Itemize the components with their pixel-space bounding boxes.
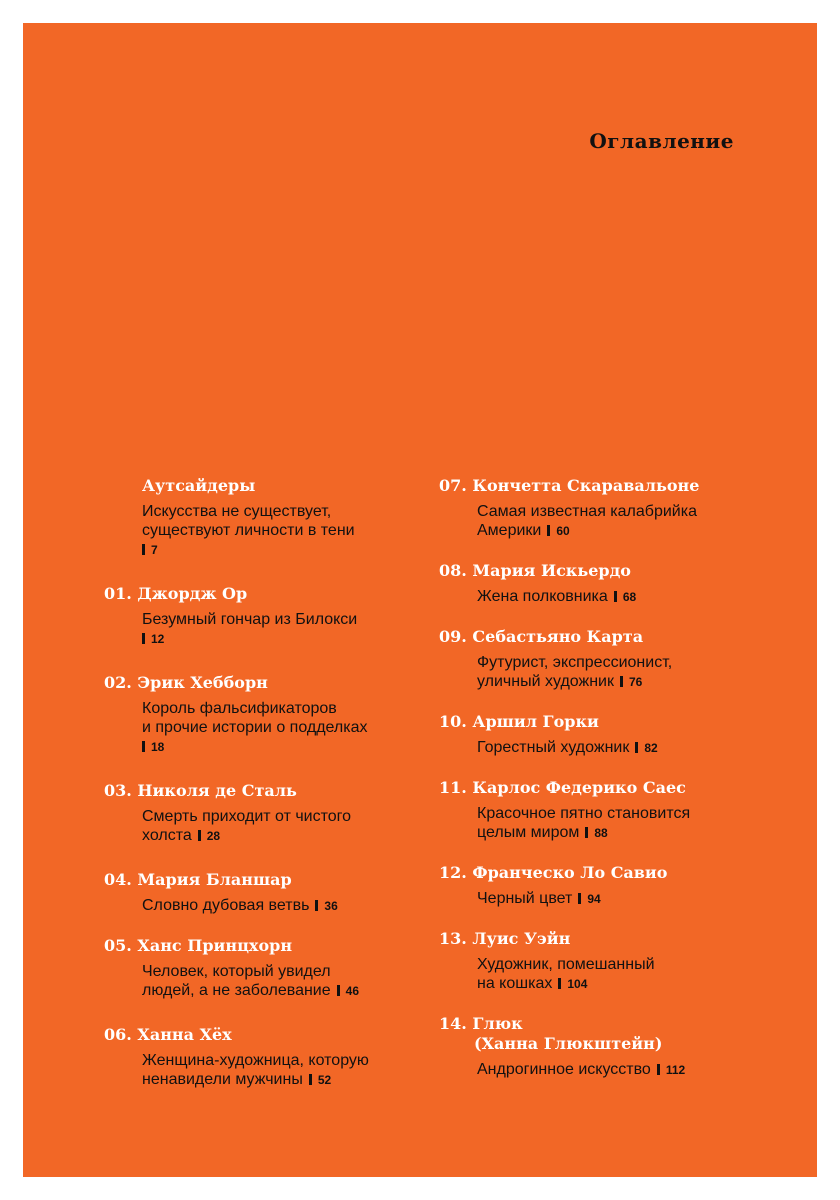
- page-marker-bar-icon: [309, 1074, 312, 1085]
- toc-entry-heading-line: [439, 929, 769, 949]
- toc-entry-name: Ханна Хёх: [137, 1025, 232, 1044]
- toc-page-reference: [608, 588, 636, 605]
- toc-entry-subtitle-line: [142, 718, 434, 737]
- toc-entry-name: Джордж Ор: [137, 584, 248, 603]
- toc-entry-heading-line: [104, 673, 434, 693]
- toc-entry-name: Эрик Хебборн: [137, 673, 268, 692]
- toc-entry-number: 03.: [104, 781, 132, 800]
- toc-entry-subtitle-line: [477, 823, 769, 843]
- toc-entry-name: Николя де Сталь: [137, 781, 297, 800]
- toc-page-number: 94: [587, 892, 601, 906]
- toc-entry-heading: [439, 712, 769, 732]
- toc-page-reference: [579, 824, 607, 841]
- toc-entry-heading-line: [439, 1014, 769, 1034]
- toc-entry[interactable]: [439, 476, 769, 541]
- toc-entry-heading: [104, 584, 434, 604]
- toc-entry-subtitle-line: [142, 981, 434, 1001]
- toc-entry-subtitle-text: Словно дубовая ветвь: [142, 897, 310, 914]
- toc-entry-name: Мария Бланшар: [137, 870, 292, 889]
- toc-page-number: 46: [345, 984, 359, 998]
- toc-entry-heading: [104, 781, 434, 801]
- toc-entry[interactable]: [439, 1014, 769, 1080]
- toc-entry[interactable]: [104, 936, 434, 1001]
- toc-entry-subtitle-text: целым миром: [477, 824, 580, 841]
- toc-page-reference: [142, 630, 164, 647]
- toc-entry-subtitle: [439, 653, 769, 692]
- toc-entry-subtitle-text: Самая известная калабрийка: [477, 503, 697, 520]
- toc-entry-subtitle: [439, 587, 769, 607]
- toc-entry-subtitle-text: Человек, который увидел: [142, 963, 331, 980]
- toc-entry-subtitle-line: [142, 610, 434, 629]
- page-marker-bar-icon: [337, 985, 340, 996]
- toc-entry-number: 10.: [439, 712, 467, 731]
- toc-entry[interactable]: [104, 673, 434, 757]
- toc-entry-subtitle-text: Безумный гончар из Билокси: [142, 611, 358, 628]
- page-marker-bar-icon: [142, 544, 145, 555]
- toc-page-reference: [303, 1071, 331, 1088]
- toc-entry-subtitle-line: [477, 738, 769, 758]
- toc-entry-subtitle-line: [477, 502, 769, 521]
- toc-entry-heading: [104, 1025, 434, 1045]
- toc-entry-page-line: [142, 629, 434, 649]
- toc-entry-subtitle: [439, 738, 769, 758]
- toc-page-reference: [629, 739, 657, 756]
- toc-entry-name: Кончетта Скаравальоне: [472, 476, 700, 495]
- toc-entry-subtitle-text: Жена полковника: [477, 588, 608, 605]
- toc-entry-subtitle: [104, 896, 434, 916]
- toc-entry-heading: [104, 936, 434, 956]
- toc-entry[interactable]: [104, 476, 434, 560]
- toc-entry-heading: [439, 1014, 769, 1054]
- toc-entry-number: 11.: [439, 778, 467, 797]
- page-marker-bar-icon: [547, 525, 550, 536]
- toc-entry[interactable]: [104, 781, 434, 846]
- toc-page-reference: [192, 827, 220, 844]
- toc-entry-number: 14.: [439, 1014, 467, 1033]
- page-marker-bar-icon: [585, 827, 588, 838]
- toc-page-number: 88: [594, 826, 608, 840]
- toc-entry-number: 09.: [439, 627, 467, 646]
- toc-entry-heading: [104, 673, 434, 693]
- toc-page-number: 7: [151, 543, 158, 557]
- toc-entry-subtitle-text: Андрогинное искусство: [477, 1061, 651, 1078]
- toc-entry-subtitle: [104, 699, 434, 757]
- toc-entry-subtitle-line: [477, 955, 769, 974]
- toc-entry-subtitle: [104, 1051, 434, 1090]
- toc-entry-subtitle-line: [142, 807, 434, 826]
- page-marker-bar-icon: [635, 742, 638, 753]
- toc-entry-number: 05.: [104, 936, 132, 955]
- toc-entry-heading-line: [439, 627, 769, 647]
- toc-entry-heading-line: [439, 1034, 769, 1054]
- toc-entry-heading-line: [104, 781, 434, 801]
- toc-entry-heading: [439, 863, 769, 883]
- page-marker-bar-icon: [315, 900, 318, 911]
- toc-entry-subtitle-text: Смерть приходит от чистого: [142, 808, 352, 825]
- toc-entry-heading-line: [104, 936, 434, 956]
- toc-page: [23, 23, 817, 1177]
- toc-entry-heading-line: [104, 1025, 434, 1045]
- toc-entry-subtitle-line: [142, 521, 434, 540]
- toc-entry-subtitle-line: [142, 699, 434, 718]
- toc-page-number: 82: [644, 741, 658, 755]
- toc-entry-subtitle-text: Художник, помешанный: [477, 956, 655, 973]
- toc-entry-heading-line: [104, 870, 434, 890]
- toc-entry-subtitle-text: существуют личности в тени: [142, 522, 355, 539]
- toc-left-column: [104, 476, 434, 1090]
- toc-entry-subtitle: [439, 502, 769, 541]
- toc-page-number: 60: [556, 524, 570, 538]
- toc-entry-heading-line: [439, 778, 769, 798]
- toc-entry-subtitle: [104, 962, 434, 1001]
- toc-page-reference: [331, 982, 359, 999]
- page-marker-bar-icon: [578, 893, 581, 904]
- toc-entry-name: Ханс Принцхорн: [137, 936, 293, 955]
- toc-entry-heading-line: [104, 584, 434, 604]
- toc-entry-number: 01.: [104, 584, 132, 603]
- toc-entry-name: Глюк: [472, 1014, 523, 1033]
- toc-page-reference: [651, 1061, 685, 1078]
- toc-entry-subtitle-line: [477, 974, 769, 994]
- toc-entry-subtitle: [104, 502, 434, 560]
- toc-entry-subtitle-line: [142, 502, 434, 521]
- toc-page-reference: [614, 673, 642, 690]
- toc-page-reference: [552, 975, 587, 992]
- toc-entry-number: 13.: [439, 929, 467, 948]
- toc-entry[interactable]: [104, 870, 434, 916]
- toc-page-reference: [142, 738, 164, 755]
- toc-entry-number: 07.: [439, 476, 467, 495]
- toc-entry-heading-line: [439, 476, 769, 496]
- toc-entry-subtitle-text: Женщина-художница, которую: [142, 1052, 369, 1069]
- toc-entry-subtitle-text: Король фальсификаторов: [142, 700, 337, 717]
- toc-entry-subtitle-line: [142, 962, 434, 981]
- toc-entry-heading-line: [104, 476, 434, 496]
- toc-entry-name: Аршил Горки: [472, 712, 599, 731]
- toc-entry-page-line: [142, 540, 434, 560]
- toc-page-number: 104: [567, 977, 588, 991]
- toc-entry-subtitle-text: Футурист, экспрессионист,: [477, 654, 673, 671]
- toc-entry-heading: [439, 476, 769, 496]
- toc-entry-number: 12.: [439, 863, 467, 882]
- page-marker-bar-icon: [198, 830, 201, 841]
- toc-entry-heading: [439, 778, 769, 798]
- toc-entry-name: Себастьяно Карта: [472, 627, 644, 646]
- toc-entry-subtitle: [104, 610, 434, 649]
- toc-entry-subtitle-line: [477, 653, 769, 672]
- toc-entry-heading: [439, 561, 769, 581]
- toc-page-number: 12: [151, 632, 165, 646]
- toc-entry-heading-line: [439, 712, 769, 732]
- toc-entry[interactable]: [439, 863, 769, 909]
- toc-entry-heading: [104, 476, 434, 496]
- toc-entry-subtitle-line: [477, 672, 769, 692]
- page-marker-bar-icon: [558, 978, 561, 989]
- toc-entry-name: Луис Уэйн: [472, 929, 571, 948]
- toc-page-reference: [142, 541, 158, 558]
- toc-entry-subtitle-text: Черный цвет: [477, 890, 573, 907]
- toc-entry-subtitle-line: [142, 826, 434, 846]
- toc-entry-subtitle-text: Горестный художник: [477, 739, 630, 756]
- toc-entry-subtitle: [439, 804, 769, 843]
- toc-entry-subtitle: [439, 955, 769, 994]
- toc-entry-subtitle-line: [477, 804, 769, 823]
- toc-entry[interactable]: [439, 627, 769, 692]
- toc-entry-name: Мария Искьердо: [472, 561, 631, 580]
- toc-entry-heading-line: [439, 863, 769, 883]
- toc-page-reference: [309, 897, 337, 914]
- toc-entry-subtitle-text: ненавидели мужчины: [142, 1071, 303, 1088]
- toc-entry-subtitle-text: Красочное пятно становится: [477, 805, 691, 822]
- toc-entry[interactable]: [439, 778, 769, 843]
- toc-entry-name: Аутсайдеры: [142, 476, 256, 495]
- toc-entry-subtitle-text: людей, а не заболевание: [142, 982, 331, 999]
- toc-page-reference: [572, 890, 600, 907]
- toc-page-number: 28: [206, 829, 221, 843]
- toc-entry-subtitle-line: [477, 889, 769, 909]
- toc-entry-subtitle: [439, 1060, 769, 1080]
- toc-entry[interactable]: [104, 1025, 434, 1090]
- toc-entry[interactable]: [104, 584, 434, 649]
- toc-entry-name: (Ханна Глюкштейн): [474, 1034, 663, 1053]
- toc-entry-number: 08.: [439, 561, 467, 580]
- page-marker-bar-icon: [620, 676, 623, 687]
- toc-entry-subtitle-line: [477, 1060, 769, 1080]
- toc-entry-number: 04.: [104, 870, 132, 889]
- toc-entry-subtitle: [439, 889, 769, 909]
- toc-entry[interactable]: [439, 929, 769, 994]
- toc-entry-number: 06.: [104, 1025, 132, 1044]
- toc-page-number: 36: [324, 899, 338, 913]
- toc-entry-heading: [104, 870, 434, 890]
- toc-entry-heading: [439, 929, 769, 949]
- toc-entry-subtitle-line: [142, 1070, 434, 1090]
- toc-entry-heading-line: [439, 561, 769, 581]
- toc-entry-subtitle-text: и прочие истории о подделках: [142, 719, 368, 736]
- page-marker-bar-icon: [142, 633, 145, 644]
- page-marker-bar-icon: [142, 741, 145, 752]
- toc-entry-subtitle-text: Искусства не существует,: [142, 503, 332, 520]
- toc-entry-subtitle-line: [142, 896, 434, 916]
- toc-entry-heading: [439, 627, 769, 647]
- toc-entry-subtitle-text: уличный художник: [477, 673, 614, 690]
- toc-page-number: 52: [317, 1073, 332, 1087]
- toc-entry-subtitle-line: [142, 1051, 434, 1070]
- toc-entry-subtitle: [104, 807, 434, 846]
- toc-entry-page-line: [142, 737, 434, 757]
- toc-entry-subtitle-line: [477, 587, 769, 607]
- toc-entry-name: Франческо Ло Савио: [472, 863, 668, 882]
- toc-entry-name: Карлос Федерико Саес: [472, 778, 686, 797]
- toc-page-reference: [541, 522, 569, 539]
- toc-page-number: 112: [665, 1063, 686, 1077]
- toc-entry-subtitle-text: Америки: [477, 522, 542, 539]
- toc-entry-subtitle-line: [477, 521, 769, 541]
- toc-entry-number: 02.: [104, 673, 132, 692]
- toc-page-number: 18: [151, 740, 165, 754]
- toc-right-column: [439, 476, 769, 1080]
- page-marker-bar-icon: [657, 1064, 660, 1075]
- toc-entry[interactable]: [439, 712, 769, 758]
- toc-entry[interactable]: [439, 561, 769, 607]
- toc-entry-subtitle-text: холста: [142, 827, 192, 844]
- page-title: Оглавление: [589, 129, 734, 153]
- toc-page-number: 68: [622, 590, 637, 604]
- toc-entry-subtitle-text: на кошках: [477, 975, 553, 992]
- page-marker-bar-icon: [614, 591, 617, 602]
- toc-page-number: 76: [628, 675, 643, 689]
